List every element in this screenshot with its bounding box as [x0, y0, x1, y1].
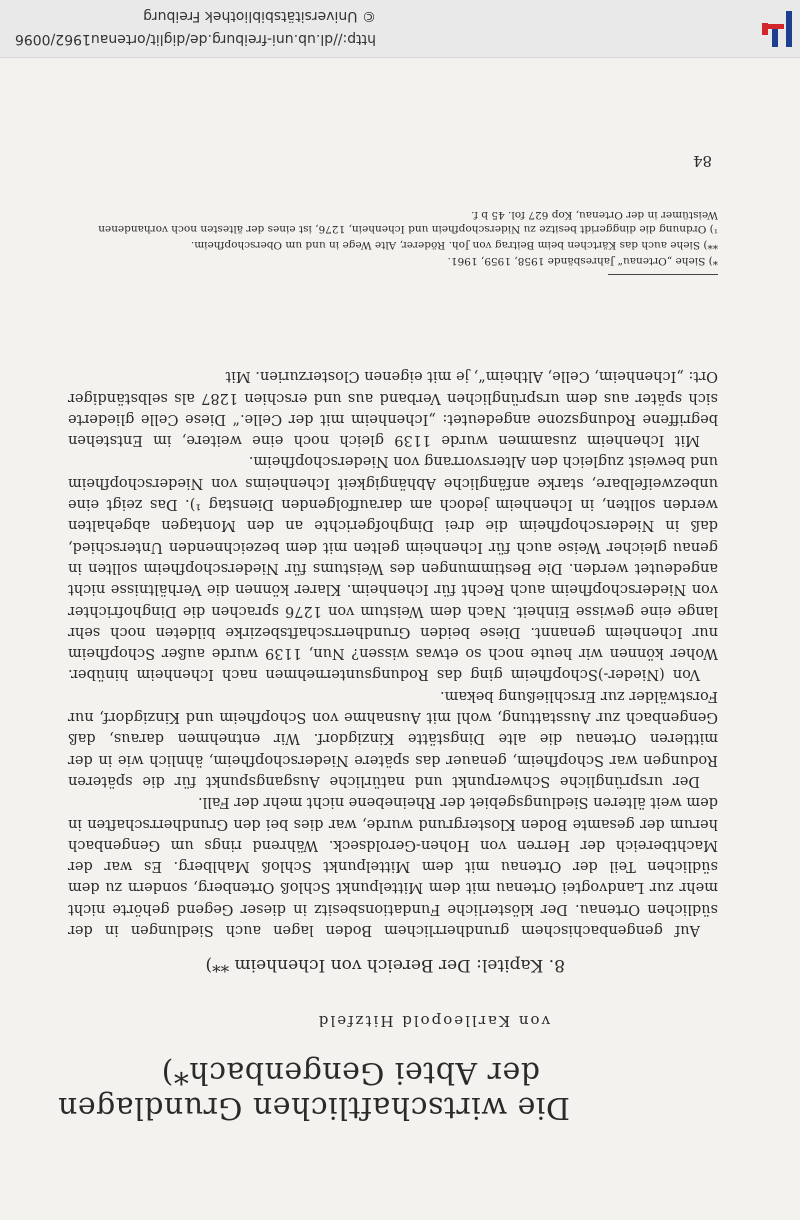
page-number: 84 [692, 152, 712, 170]
university-library-logo-icon[interactable] [754, 7, 798, 51]
document-page [0, 60, 800, 1220]
body-paragraph: Mit Ichenheim zusammen wurde 1139 gleich noch eine weitere, im Entstehen begriffene Rodungszone angedeutet: „Ichenheim mit der Celle.“ Diese Celle gliederte sich später aus dem ursprünglichen Verband aus und erschien 1287 als selbständiger Ort: „Ichenheim, Celle, Altheim“, je mit eigenen Closterzurien. Mit [68, 368, 718, 449]
footnote-divider [608, 274, 718, 275]
footnote: *) Siehe „Ortenau“ Jahresbände 1958, 1959, 1961. [447, 255, 718, 267]
chapter-heading: 8. Kapitel: Der Bereich von Ichenheim **) [205, 955, 565, 975]
article-body [68, 365, 718, 940]
document-url[interactable]: http://dl.ub.uni-freiburg.de/diglit/ortenau1962/0096 [14, 31, 376, 47]
article-title-line1: Die wirtschaftlichen Grundlagen [57, 1090, 570, 1125]
body-paragraph: Von (Nieder-)Schopfheim ging das Rodungsunternehmen nach Ichenheim hinüber. Woher können wir heute noch so etwas wissen? Nun, 1139 wurde außer Schopfheim nur Ichenheim genannt. Diese beiden Grundherrschaftsbezirke bildeten noch sehr lange eine gewisse Einheit. Nach dem Weistum von 1276 sprachen die Dinghofrichter von Niederschopfheim auch Recht für Ichenheim. Klarer können die Verhältnisse nicht angedeutet werden. Die Bestimmungen des Weistums für Niederschopfheim sollten in genau gleicher Weise auch für Ichenheim gelten mit dem bezeichnenden Unterschied, daß in Niederschopfheim die drei Dinghofgerichte an den Montagen abgehalten werden sollten, in Ichenheim jedoch am darauffolgenden Dienstag ¹). Das zeigt eine unbezweifelbare, starke anfängliche Abhängigkeit Ichenheims von Niederschopfheim und beweist zugleich den Altersvorrang von Niederschopfheim. [68, 453, 718, 683]
footnote: ¹) Ordnung die dinggeridt besitze zu Niderschopfhein und Ichenhein, 1276, ist eines der ältesten noch vorhandenen Weistümer in der Ortenau, Kop 627 fol. 45 b f. [98, 209, 718, 235]
body-paragraph: Auf gengenbachischem grundherrlichem Boden lagen auch Siedlungen in der südlichen Ortenau. Der klösterliche Fundationsbesitz in dieser Gegend gehörte nicht mehr zur Landvogtei Ortenau mit dem Mittelpunkt Schloß Ortenberg, sondern zu dem südlichen Teil der Ortenau mit dem Mittelpunkt Schloß Mahlberg. Es war der Machtbereich der Herren von Hohen-Geroldseck. Während rings um Gengenbach herum der gesamte Boden Klostergrund wurde, war dies bei den Grundherrschaften in dem weit älteren Siedlungsgebiet der Rheinebene nicht mehr der Fall. [68, 794, 718, 938]
body-paragraph: Der ursprüngliche Schwerpunkt und natürliche Ausgangspunkt für die späteren Rodungen war Schopfheim, genauer das spätere Niederschopfheim, ähnlich wie in der mittleren Ortenau die alte Dingstätte Kinzigdorf. Wir entnehmen daraus, daß Gengenbach zur Ausstattung, wohl mit Ausnahme von Schopfheim und Kinzigdorf, nur Forstwälder zur Erschließung bekam. [68, 687, 718, 789]
article-title-line2: der Abtei Gengenbach*) [161, 1055, 540, 1090]
copyright-notice: © Universitätsbibliothek Freiburg [143, 8, 376, 24]
footnote: **) Siehe auch das Kärtchen beim Beitrag von Joh. Röderer, Alte Wege in und um Oberschopfheim. [190, 239, 718, 251]
library-header-bar [0, 0, 800, 58]
article-author: von Karlleopold Hitzfeld [316, 1012, 550, 1030]
